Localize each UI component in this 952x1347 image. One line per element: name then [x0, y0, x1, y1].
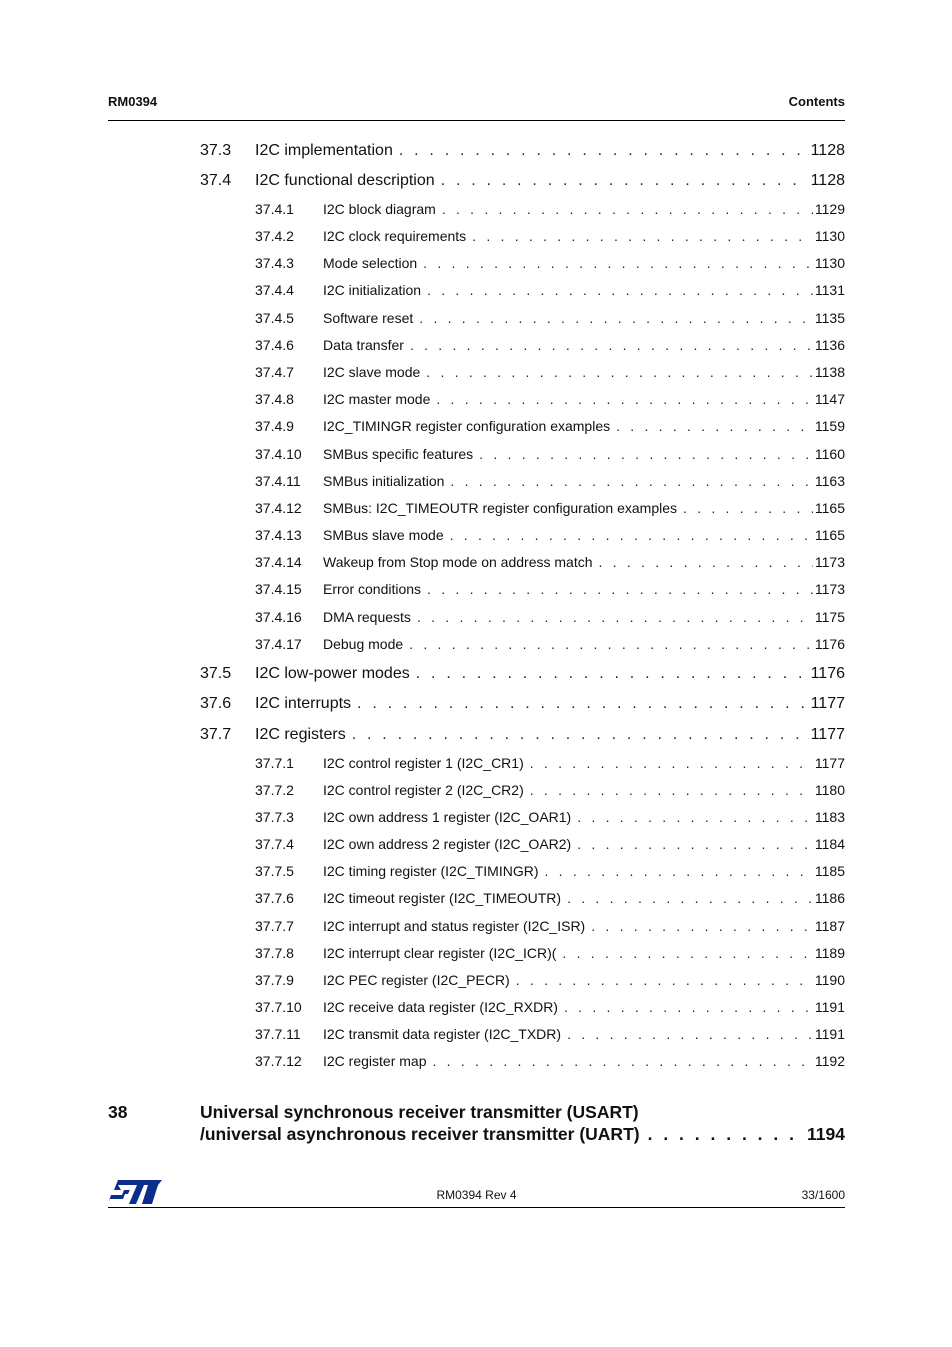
- toc-entry[interactable]: [0, 945, 952, 965]
- entry-page: 1163: [814, 473, 845, 489]
- dot-leader: [450, 527, 813, 543]
- entry-number: 37.3: [200, 142, 232, 159]
- dot-leader: [427, 282, 813, 298]
- dot-leader: [562, 945, 812, 961]
- dot-leader: [564, 999, 813, 1015]
- dot-leader: [419, 310, 813, 326]
- dot-leader: [472, 228, 813, 244]
- entry-title: I2C interrupt and status register (I2C_ISR): [323, 918, 586, 934]
- entry-page: 1177: [814, 755, 845, 771]
- toc-entry[interactable]: [0, 446, 952, 466]
- toc-entry[interactable]: [0, 391, 952, 411]
- dot-leader: [423, 255, 813, 271]
- toc-entry[interactable]: [0, 1053, 952, 1073]
- entry-number: 37.7.3: [255, 809, 294, 825]
- entry-page: 1191: [814, 999, 845, 1015]
- entry-title: I2C functional description: [255, 172, 435, 189]
- entry-title: DMA requests: [323, 609, 411, 625]
- entry-number: 37.7.9: [255, 972, 294, 988]
- toc-entry[interactable]: [0, 999, 952, 1019]
- entry-title: I2C own address 1 register (I2C_OAR1): [323, 809, 572, 825]
- entry-title: I2C interrupt clear register (I2C_ICR)(: [323, 945, 557, 961]
- dot-leader: [530, 782, 813, 798]
- entry-number: 37.4.1: [255, 201, 294, 217]
- entry-number: 37.4.13: [255, 527, 302, 543]
- entry-page: 1165: [814, 527, 845, 543]
- toc-entry[interactable]: [0, 863, 952, 883]
- entry-title: Software reset: [323, 310, 414, 326]
- entry-page: 1138: [814, 364, 845, 380]
- entry-title: SMBus slave mode: [323, 527, 444, 543]
- dot-leader: [616, 418, 813, 434]
- entry-page: 1185: [814, 863, 845, 879]
- entry-title: Mode selection: [323, 255, 418, 271]
- entry-title: I2C control register 2 (I2C_CR2): [323, 782, 524, 798]
- entry-title: I2C slave mode: [323, 364, 421, 380]
- entry-page: 1183: [814, 809, 845, 825]
- dot-leader: [426, 364, 813, 380]
- entry-number: 37.4.11: [255, 473, 301, 489]
- entry-title: I2C control register 1 (I2C_CR1): [323, 755, 524, 771]
- entry-page: 1175: [814, 609, 845, 625]
- entry-number: 37.7.12: [255, 1053, 302, 1069]
- chapter-title-line2: /universal asynchronous receiver transmitter (UART): [200, 1124, 640, 1144]
- entry-number: 37.4.9: [255, 418, 294, 434]
- entry-page: 1187: [814, 918, 845, 934]
- entry-number: 37.4.5: [255, 310, 294, 326]
- entry-number: 37.7: [200, 726, 232, 743]
- entry-number: 37.7.8: [255, 945, 294, 961]
- toc-entry[interactable]: [0, 500, 952, 520]
- chapter-page: 1194: [807, 1124, 845, 1144]
- entry-page: 1136: [814, 337, 845, 353]
- toc-entry[interactable]: [0, 337, 952, 357]
- entry-number: 37.7.1: [255, 755, 294, 771]
- dot-leader: [591, 918, 813, 934]
- dot-leader: [357, 695, 809, 713]
- entry-page: 1176: [814, 636, 845, 652]
- toc-entry[interactable]: [0, 609, 952, 629]
- entry-title: I2C timeout register (I2C_TIMEOUTR): [323, 890, 562, 906]
- entry-page: 1177: [810, 726, 845, 743]
- entry-title: I2C initialization: [323, 282, 422, 298]
- entry-title: I2C registers: [255, 726, 346, 743]
- toc-entry[interactable]: [0, 695, 952, 717]
- entry-number: 37.7.11: [255, 1026, 301, 1042]
- dot-leader: [427, 581, 813, 597]
- entry-number: 37.7.6: [255, 890, 294, 906]
- dot-leader: [416, 665, 809, 683]
- dot-leader: [567, 1026, 813, 1042]
- entry-title: I2C transmit data register (I2C_TXDR): [323, 1026, 562, 1042]
- entry-number: 37.7.10: [255, 999, 302, 1015]
- entry-page: 1129: [814, 201, 845, 217]
- entry-page: 1165: [814, 500, 845, 516]
- entry-title: I2C receive data register (I2C_RXDR): [323, 999, 558, 1015]
- toc-entry[interactable]: [0, 809, 952, 829]
- entry-title: I2C own address 2 register (I2C_OAR2): [323, 836, 572, 852]
- entry-number: 37.7.2: [255, 782, 294, 798]
- entry-number: 37.4.15: [255, 581, 302, 597]
- entry-title: SMBus initialization: [323, 473, 445, 489]
- entry-page: 1159: [814, 418, 845, 434]
- entry-page: 1130: [814, 228, 845, 244]
- toc-entry[interactable]: [0, 473, 952, 493]
- entry-number: 37.4.12: [255, 500, 302, 516]
- entry-title: Wakeup from Stop mode on address match: [323, 554, 593, 570]
- entry-title: I2C timing register (I2C_TIMINGR): [323, 863, 539, 879]
- entry-number: 37.4: [200, 172, 232, 189]
- entry-title: I2C clock requirements: [323, 228, 467, 244]
- dot-leader: [352, 726, 809, 744]
- dot-leader: [399, 142, 809, 160]
- entry-page: 1128: [810, 142, 845, 159]
- entry-page: 1147: [814, 391, 845, 407]
- dot-leader: [599, 554, 813, 570]
- chapter-number: 38: [108, 1102, 128, 1122]
- entry-page: 1160: [814, 446, 845, 462]
- entry-number: 37.7.7: [255, 918, 294, 934]
- dot-leader: [410, 337, 813, 353]
- dot-leader: [577, 809, 813, 825]
- dot-leader: [432, 1053, 812, 1069]
- entry-number: 37.4.16: [255, 609, 302, 625]
- toc-entry[interactable]: [0, 972, 952, 992]
- toc-entry[interactable]: [0, 527, 952, 547]
- entry-title: I2C PEC register (I2C_PECR): [323, 972, 510, 988]
- entry-page: 1176: [810, 665, 845, 682]
- entry-page: 1177: [810, 695, 845, 712]
- toc-entry[interactable]: [0, 255, 952, 275]
- entry-title: Error conditions: [323, 581, 422, 597]
- chapter-title-line1: Universal synchronous receiver transmitter (USART): [200, 1102, 639, 1122]
- dot-leader: [544, 863, 812, 879]
- entry-page: 1131: [814, 282, 845, 298]
- dot-leader: [441, 172, 809, 190]
- entry-number: 37.4.17: [255, 636, 302, 652]
- entry-page: 1135: [814, 310, 845, 326]
- entry-page: 1189: [814, 945, 845, 961]
- entry-title: I2C register map: [323, 1053, 427, 1069]
- dot-leader: [479, 446, 813, 462]
- toc-entry[interactable]: [0, 1026, 952, 1046]
- entry-title: I2C low-power modes: [255, 665, 410, 682]
- dot-leader: [640, 1124, 803, 1145]
- dot-leader: [530, 755, 813, 771]
- toc-entry[interactable]: [0, 665, 952, 687]
- dot-leader: [567, 890, 813, 906]
- entry-number: 37.4.8: [255, 391, 294, 407]
- entry-title: I2C block diagram: [323, 201, 436, 217]
- toc-entry[interactable]: [0, 836, 952, 856]
- entry-page: 1184: [814, 836, 845, 852]
- entry-title: SMBus: I2C_TIMEOUTR register configuration examples: [323, 500, 678, 516]
- entry-title: Debug mode: [323, 636, 404, 652]
- entry-number: 37.5: [200, 665, 232, 682]
- entry-page: 1130: [814, 255, 845, 271]
- entry-page: 1192: [814, 1053, 845, 1069]
- toc-entry[interactable]: [0, 554, 952, 574]
- entry-number: 37.4.2: [255, 228, 294, 244]
- dot-leader: [683, 500, 813, 516]
- toc-entry[interactable]: [0, 364, 952, 384]
- toc-entry[interactable]: [0, 172, 952, 194]
- entry-page: 1180: [814, 782, 845, 798]
- page-footer: [108, 1180, 845, 1208]
- dot-leader: [450, 473, 813, 489]
- toc-entry[interactable]: [0, 636, 952, 656]
- toc-entry[interactable]: [0, 201, 952, 221]
- toc-entry[interactable]: [0, 310, 952, 330]
- entry-number: 37.4.6: [255, 337, 294, 353]
- dot-leader: [409, 636, 813, 652]
- entry-page: 1173: [814, 554, 845, 570]
- entry-page: 1128: [810, 172, 845, 189]
- toc-entry[interactable]: [0, 890, 952, 910]
- entry-title: I2C implementation: [255, 142, 393, 159]
- dot-leader: [442, 201, 813, 217]
- entry-page: 1173: [814, 581, 845, 597]
- dot-leader: [436, 391, 813, 407]
- section-title: Contents: [788, 94, 845, 109]
- entry-title: I2C_TIMINGR register configuration examples: [323, 418, 611, 434]
- entry-number: 37.4.3: [255, 255, 294, 271]
- entry-number: 37.6: [200, 695, 232, 712]
- entry-page: 1186: [814, 890, 845, 906]
- dot-leader: [516, 972, 813, 988]
- toc-entry[interactable]: [0, 581, 952, 601]
- entry-title: I2C master mode: [323, 391, 431, 407]
- toc-entry[interactable]: [0, 228, 952, 248]
- entry-title: I2C interrupts: [255, 695, 352, 712]
- page-header: [108, 94, 845, 121]
- doc-id: RM0394: [108, 94, 158, 109]
- toc-entry[interactable]: [0, 418, 952, 438]
- toc-entry[interactable]: [0, 918, 952, 938]
- toc-entry[interactable]: [0, 282, 952, 302]
- entry-number: 37.4.7: [255, 364, 294, 380]
- toc-entry[interactable]: [0, 755, 952, 775]
- entry-number: 37.7.4: [255, 836, 294, 852]
- entry-page: 1190: [814, 972, 845, 988]
- toc-entry[interactable]: [0, 782, 952, 802]
- entry-number: 37.7.5: [255, 863, 294, 879]
- entry-title: SMBus specific features: [323, 446, 474, 462]
- toc-entry[interactable]: [0, 142, 952, 164]
- entry-number: 37.4.14: [255, 554, 302, 570]
- dot-leader: [417, 609, 813, 625]
- entry-page: 1191: [814, 1026, 845, 1042]
- toc-entry[interactable]: [0, 726, 952, 748]
- entry-number: 37.4.4: [255, 282, 294, 298]
- dot-leader: [577, 836, 813, 852]
- revision-label: RM0394 Rev 4: [436, 1188, 517, 1202]
- entry-title: Data transfer: [323, 337, 404, 353]
- page-number: 33/1600: [801, 1188, 845, 1202]
- entry-number: 37.4.10: [255, 446, 302, 462]
